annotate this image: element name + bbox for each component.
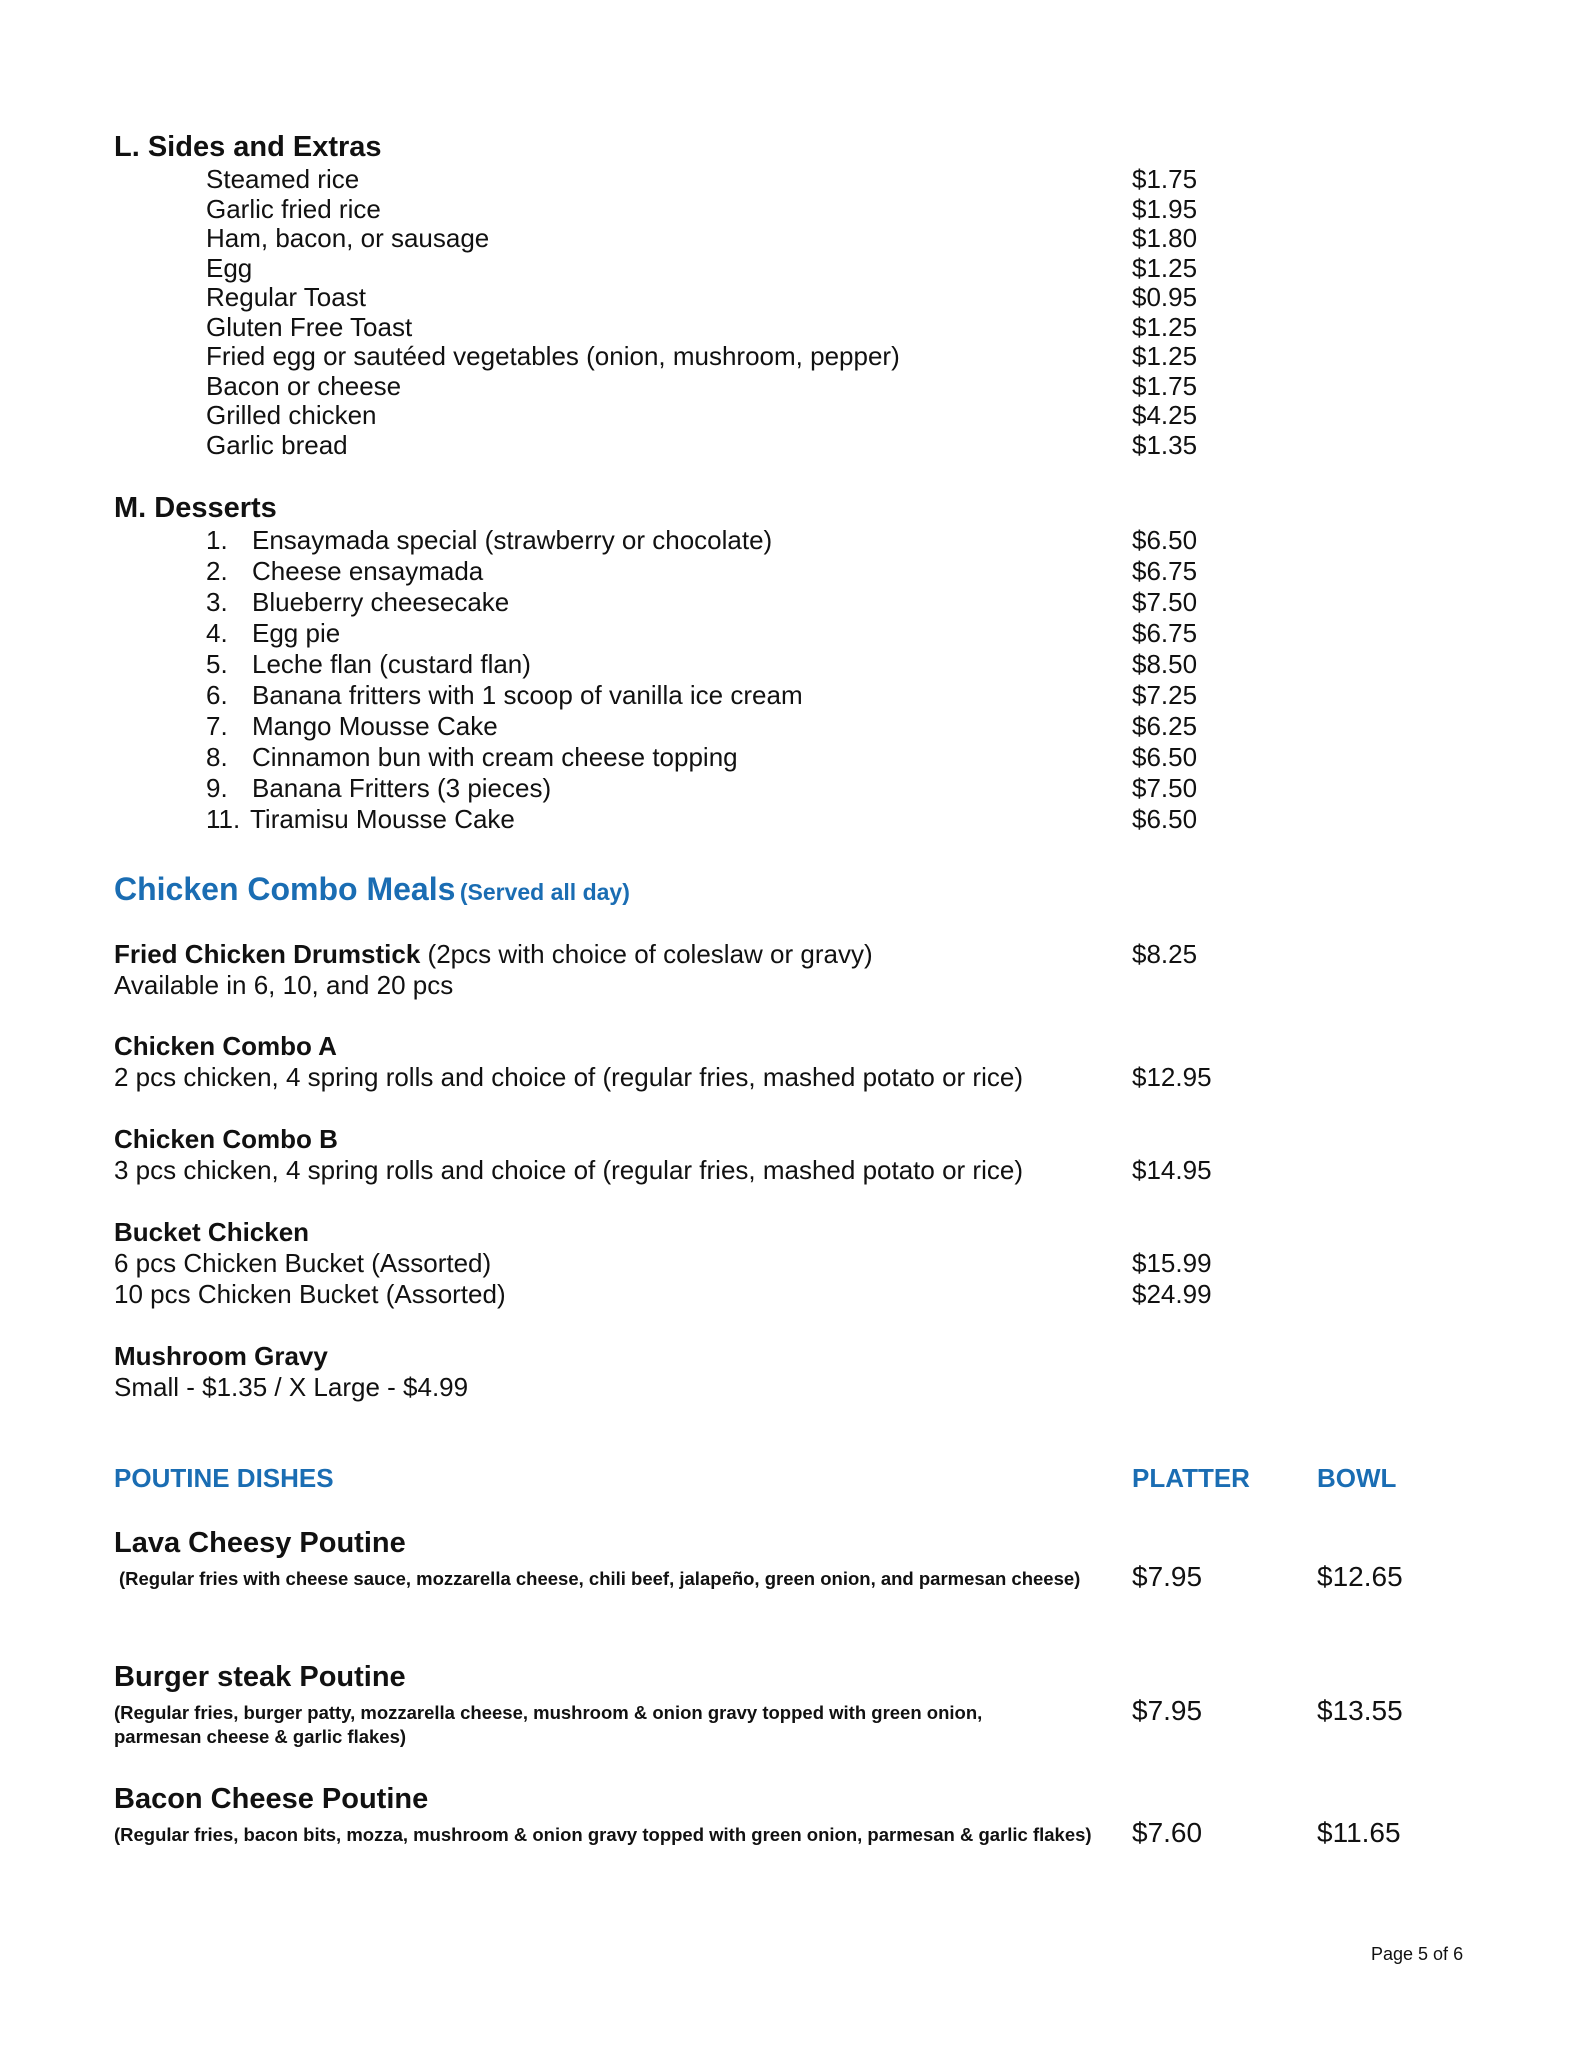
- sides-item-price: $1.25: [1132, 253, 1198, 283]
- drumstick-note: Available in 6, 10, and 20 pcs: [114, 970, 454, 1000]
- burger-poutine-desc: (Regular fries, burger patty, mozzarella cheese, mushroom & onion gravy topped with green onion,: [114, 1702, 983, 1723]
- bacon-poutine-name: Bacon Cheese Poutine: [114, 1783, 429, 1815]
- sides-item-name: Egg: [206, 253, 253, 283]
- bucket-item-price: $15.99: [1132, 1248, 1212, 1278]
- dessert-item-number: 9.: [206, 773, 228, 803]
- bucket-item-name: 10 pcs Chicken Bucket (Assorted): [114, 1279, 506, 1309]
- drumstick-name: Fried Chicken Drumstick: [114, 939, 421, 969]
- dessert-item-number: 2.: [206, 556, 228, 586]
- dessert-item-name: Cheese ensaymada: [252, 556, 484, 586]
- combo-b-name: Chicken Combo B: [114, 1124, 338, 1154]
- sides-item-name: Regular Toast: [206, 282, 366, 312]
- dessert-item-number: 11.: [206, 804, 241, 834]
- sides-item-name: Gluten Free Toast: [206, 312, 413, 342]
- gravy-desc: Small - $1.35 / X Large - $4.99: [114, 1372, 469, 1402]
- sides-item-name: Garlic bread: [206, 430, 348, 460]
- sides-item-price: $4.25: [1132, 400, 1198, 430]
- lava-poutine-bowl-price: $12.65: [1317, 1561, 1403, 1592]
- combo-a-desc: 2 pcs chicken, 4 spring rolls and choice of (regular fries, mashed potato or rice): [114, 1062, 1023, 1092]
- poutine-col-bowl: BOWL: [1317, 1463, 1397, 1493]
- lava-poutine-platter-price: $7.95: [1132, 1561, 1203, 1592]
- dessert-item-name: Cinnamon bun with cream cheese topping: [252, 742, 738, 772]
- page-number: Page 5 of 6: [1371, 1944, 1464, 1964]
- sides-item-price: $1.95: [1132, 194, 1198, 224]
- sides-item-price: $1.25: [1132, 341, 1198, 371]
- dessert-item-price: $6.75: [1132, 618, 1198, 648]
- combo-a-name: Chicken Combo A: [114, 1031, 337, 1061]
- gravy-title: Mushroom Gravy: [114, 1341, 328, 1371]
- dessert-item-price: $7.25: [1132, 680, 1198, 710]
- dessert-item-name: Banana fritters with 1 scoop of vanilla ice cream: [252, 680, 803, 710]
- dessert-item-price: $6.50: [1132, 525, 1198, 555]
- sides-item-price: $1.75: [1132, 371, 1198, 401]
- dessert-item-name: Mango Mousse Cake: [252, 711, 498, 741]
- combo-a-price: $12.95: [1132, 1062, 1212, 1092]
- drumstick-price: $8.25: [1132, 939, 1198, 969]
- burger-poutine-name: Burger steak Poutine: [114, 1661, 406, 1693]
- bacon-poutine-platter-price: $7.60: [1132, 1817, 1203, 1848]
- sides-item-price: $1.35: [1132, 430, 1198, 460]
- dessert-item-price: $6.25: [1132, 711, 1198, 741]
- dessert-item-number: 5.: [206, 649, 228, 679]
- dessert-item-price: $6.75: [1132, 556, 1198, 586]
- sides-item-price: $1.25: [1132, 312, 1198, 342]
- bucket-item-price: $24.99: [1132, 1279, 1212, 1309]
- dessert-item-price: $8.50: [1132, 649, 1198, 679]
- sides-item-price: $1.75: [1132, 164, 1198, 194]
- bacon-poutine-desc: (Regular fries, bacon bits, mozza, mushroom & onion gravy topped with green onion, parmesan & garlic flakes): [114, 1824, 1092, 1845]
- dessert-item-name: Tiramisu Mousse Cake: [250, 804, 515, 834]
- bacon-poutine-bowl-price: $11.65: [1317, 1817, 1401, 1848]
- burger-poutine-desc: parmesan cheese & garlic flakes): [114, 1726, 407, 1747]
- burger-poutine-bowl-price: $13.55: [1317, 1695, 1403, 1726]
- sides-item-name: Fried egg or sautéed vegetables (onion, mushroom, pepper): [206, 341, 900, 371]
- dessert-item-name: Leche flan (custard flan): [252, 649, 531, 679]
- sides-item-name: Grilled chicken: [206, 400, 377, 430]
- burger-poutine-platter-price: $7.95: [1132, 1695, 1203, 1726]
- bucket-item-name: 6 pcs Chicken Bucket (Assorted): [114, 1248, 492, 1278]
- poutine-col-platter: PLATTER: [1132, 1463, 1250, 1493]
- dessert-item-price: $6.50: [1132, 742, 1198, 772]
- sides-item-name: Ham, bacon, or sausage: [206, 223, 490, 253]
- sides-item-name: Bacon or cheese: [206, 371, 402, 401]
- combo-b-price: $14.95: [1132, 1155, 1212, 1185]
- combo-b-desc: 3 pcs chicken, 4 spring rolls and choice of (regular fries, mashed potato or rice): [114, 1155, 1023, 1185]
- lava-poutine-desc: (Regular fries with cheese sauce, mozzarella cheese, chili beef, jalapeño, green onion, and parmesan cheese): [119, 1568, 1081, 1589]
- dessert-item-name: Egg pie: [252, 618, 341, 648]
- drumstick-line: [114, 939, 873, 970]
- combo-title: Chicken Combo Meals: [114, 871, 456, 907]
- dessert-item-name: Ensaymada special (strawberry or chocolate): [252, 525, 773, 555]
- sides-item-name: Garlic fried rice: [206, 194, 381, 224]
- dessert-item-name: Banana Fritters (3 pieces): [252, 773, 552, 803]
- drumstick-detail: (2pcs with choice of coleslaw or gravy): [427, 939, 873, 969]
- dessert-item-number: 3.: [206, 587, 228, 617]
- dessert-item-number: 6.: [206, 680, 228, 710]
- desserts-title: M. Desserts: [114, 492, 277, 524]
- dessert-item-price: $6.50: [1132, 804, 1198, 834]
- dessert-item-number: 1.: [206, 525, 228, 555]
- sides-title: L. Sides and Extras: [114, 131, 382, 163]
- bucket-title: Bucket Chicken: [114, 1217, 310, 1247]
- combo-heading: [114, 871, 630, 908]
- dessert-item-number: 7.: [206, 711, 228, 741]
- dessert-item-price: $7.50: [1132, 773, 1198, 803]
- sides-item-price: $1.80: [1132, 223, 1198, 253]
- sides-item-price: $0.95: [1132, 282, 1198, 312]
- dessert-item-number: 4.: [206, 618, 228, 648]
- lava-poutine-name: Lava Cheesy Poutine: [114, 1527, 406, 1559]
- poutine-heading: POUTINE DISHES: [114, 1463, 334, 1493]
- combo-subtitle: (Served all day): [459, 879, 630, 905]
- dessert-item-number: 8.: [206, 742, 228, 772]
- sides-item-name: Steamed rice: [206, 164, 360, 194]
- dessert-item-price: $7.50: [1132, 587, 1198, 617]
- dessert-item-name: Blueberry cheesecake: [252, 587, 510, 617]
